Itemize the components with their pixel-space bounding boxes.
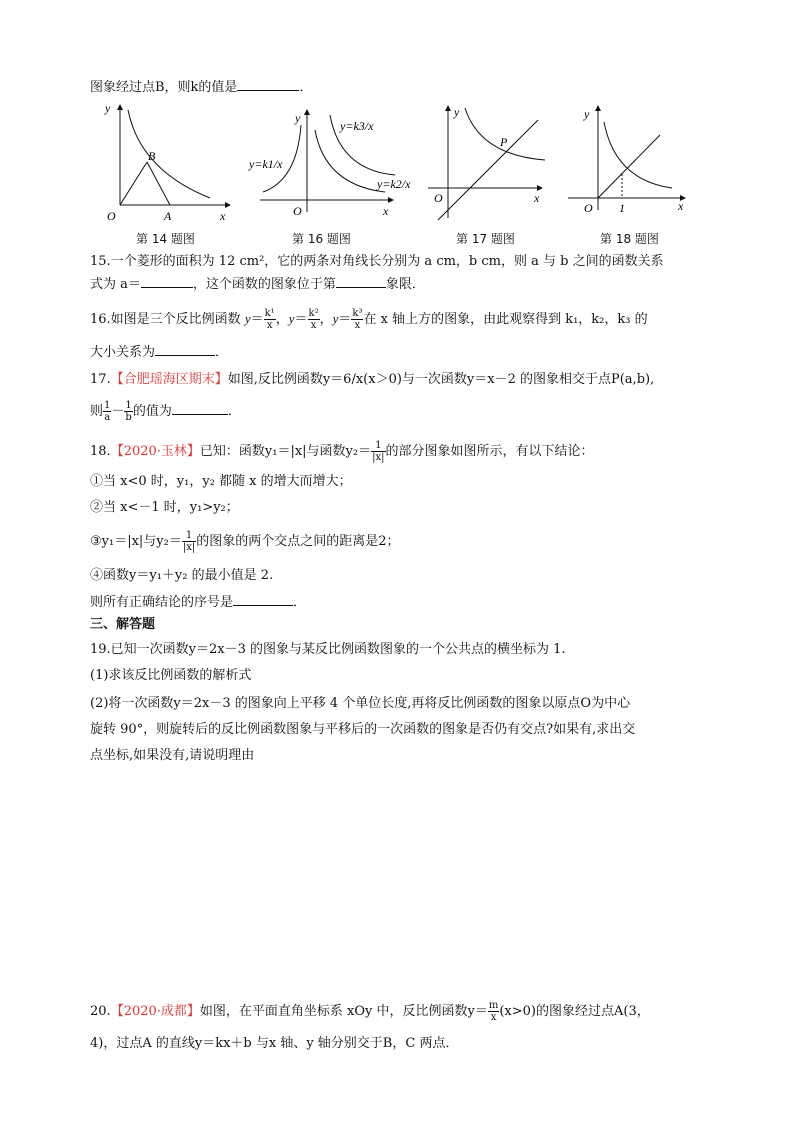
label-a: A	[164, 209, 172, 223]
line-graph	[598, 135, 660, 198]
curve-k2	[315, 130, 385, 192]
label-y: y	[454, 105, 460, 119]
label-x: x	[678, 199, 684, 213]
label-k1: y=k1/x	[249, 157, 283, 171]
q19-part1: (1)求该反比例函数的解析式	[90, 668, 252, 683]
label-y: y	[295, 111, 301, 125]
label-one: 1	[619, 201, 625, 215]
label-x: x	[534, 191, 540, 205]
q18-s4: ④函数y＝y₁＋y₂ 的最小值是 2.	[90, 568, 274, 583]
answer-blank[interactable]	[233, 591, 293, 606]
hyperbola-curve	[604, 122, 672, 188]
figure-16	[245, 100, 420, 225]
caption-14: 第 14 题图	[136, 232, 195, 246]
section-title: 三、解答题	[90, 617, 156, 632]
q19-part2-a: (2)将一次函数y＝2x－3 的图象向上平移 4 个单位长度,再将反比例函数的图象以原点O为中心	[90, 696, 631, 711]
q20-line2: 4)，过点A 的直线y＝kx＋b 与x 轴、y 轴分别交于B，C 两点．	[90, 1036, 459, 1051]
line-graph	[438, 120, 538, 220]
figure-17	[420, 100, 555, 225]
label-k3: y=k3/x	[340, 119, 374, 133]
q18-intro: 18.【2020·玉林】已知：函数y₁＝|x|与函数y₂＝ $\frac{1}{|x|}$ 的部分图象如图所示，有以下结论：	[90, 440, 594, 463]
fraction: $\frac{1}{|x|}$	[182, 530, 196, 553]
label-o: O	[107, 209, 116, 223]
source-tag: 【2020·成都】	[110, 1004, 200, 1019]
fraction: $\frac{m}{x}$	[488, 1000, 499, 1023]
q18-s1: ①当 x<0 时，y₁，y₂ 都随 x 的增大而增大；	[90, 474, 352, 489]
q18-s2: ②当 x<－1 时，y₁>y₂；	[90, 500, 239, 515]
answer-blank[interactable]	[155, 341, 215, 356]
q16-line2: 大小关系为 ．	[90, 341, 228, 363]
segment-ob	[120, 162, 147, 205]
answer-blank[interactable]	[336, 273, 386, 288]
fraction: $\frac{\text{k³}}{x}$	[352, 308, 363, 331]
label-o: O	[584, 201, 593, 215]
label-o: O	[293, 204, 302, 218]
label-p: P	[500, 135, 508, 149]
fraction: $\frac{\text{k²}}{x}$	[308, 308, 319, 331]
hyperbola-curve	[465, 108, 545, 160]
q15-line2: 式为 a＝ ，这个函数的图象位于第 象限．	[90, 273, 425, 295]
q20-line1: 20.【2020·成都】如图，在平面直角坐标系 xOy 中，反比例函数y＝ $\frac{m}{x}$ (x>0)的图象经过点A(3，	[90, 1000, 650, 1023]
answer-blank[interactable]	[172, 400, 228, 415]
hyperbola-curve	[128, 110, 210, 198]
label-b: B	[148, 149, 156, 163]
source-tag: 【合肥瑶海区期末】	[110, 372, 228, 387]
label-x: x	[220, 209, 226, 223]
q18-s5: 则所有正确结论的序号是 ．	[90, 591, 306, 613]
q16-line1: 16.如图是三个反比例函数 y＝ $\frac{\text{k¹}}{x}$ ，y＝ $\frac{\text{k²}}{x}$ ，y＝ $\frac{\text{k³}}{x}$ 在 x 轴上方的图象，由此观察得到 k₁，k₂，k₃ 的	[90, 308, 648, 331]
caption-16: 第 16 题图	[292, 232, 351, 246]
segment-ba	[147, 162, 170, 205]
q19-part2-c: 点坐标,如果没有,请说明理由	[90, 748, 255, 763]
figure-14	[95, 100, 245, 225]
q17-line2: 则 $\frac{1}{a}$ － $\frac{1}{b}$ 的值为 ．	[90, 400, 241, 423]
answer-blank[interactable]	[237, 76, 299, 91]
q14-tail: 图象经过点B，则k的值是 ．	[90, 76, 312, 98]
q19-part2-b: 旋转 90°，则旋转后的反比例函数图象与平移后的一次函数的图象是否仍有交点?如果有,求出交	[90, 722, 636, 737]
label-k2: y=k2/x	[377, 177, 411, 191]
label-o: O	[434, 191, 443, 205]
q19-line1: 19.已知一次函数y＝2x－3 的图象与某反比例函数图象的一个公共点的横坐标为 1.	[90, 642, 566, 657]
q15-line1: 15.一个菱形的面积为 12 cm²，它的两条对角线长分别为 a cm，b cm，则 a 与 b 之间的函数关系	[90, 254, 664, 269]
q17-line1: 17.【合肥瑶海区期末】如图,反比例函数y＝6/x(x＞0)与一次函数y＝x－2 的图象相交于点P(a,b),	[90, 372, 655, 387]
source-tag: 【2020·玉林】	[110, 444, 200, 459]
label-y: y	[584, 107, 590, 121]
label-x: x	[383, 204, 389, 218]
q18-s3: ③y₁＝|x|与y₂＝ $\frac{1}{|x|}$ 的图象的两个交点之间的距离是2；	[90, 530, 400, 553]
caption-18: 第 18 题图	[600, 232, 659, 246]
answer-blank[interactable]	[141, 273, 193, 288]
figure-18	[560, 100, 695, 225]
fraction: $\frac{1}{|x|}$	[372, 440, 385, 463]
fraction: $\frac{\text{k¹}}{x}$	[264, 308, 275, 331]
caption-17: 第 17 题图	[456, 232, 515, 246]
fraction: $\frac{1}{b}$	[125, 400, 132, 423]
fraction: $\frac{1}{a}$	[104, 400, 111, 423]
label-y: y	[105, 101, 111, 115]
